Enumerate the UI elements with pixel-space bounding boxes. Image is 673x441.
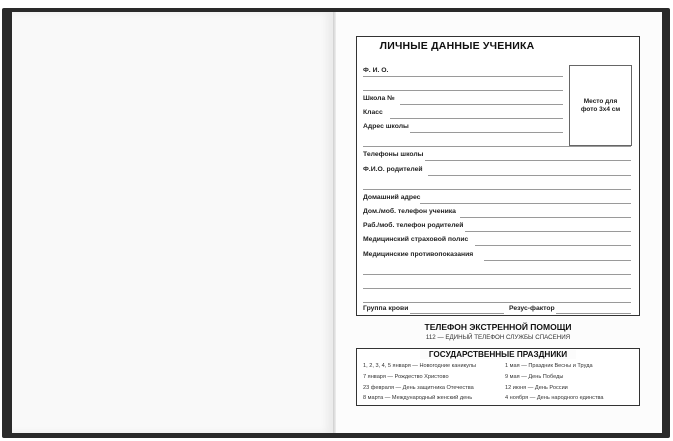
holiday-item: 1, 2, 3, 4, 5 января — Новогодние каникулы [363, 363, 477, 369]
write-line[interactable] [410, 132, 563, 133]
write-line[interactable] [390, 118, 563, 119]
write-line[interactable] [363, 274, 631, 275]
emergency-phone-subtitle: 112 — ЕДИНЫЙ ТЕЛЕФОН СЛУЖБЫ СПАСЕНИЯ [425, 334, 571, 341]
photo-placeholder [569, 65, 632, 146]
write-line[interactable] [460, 217, 631, 218]
school-phones-label: Телефоны школы [363, 151, 424, 158]
holidays-title: ГОСУДАРСТВЕННЫЕ ПРАЗДНИКИ [420, 350, 576, 359]
holiday-item: 1 мая — Праздник Весны и Труда [505, 363, 593, 369]
write-line[interactable] [425, 160, 631, 161]
write-line[interactable] [420, 203, 631, 204]
school-label: Школа № [363, 95, 395, 102]
write-line[interactable] [363, 76, 563, 77]
write-line[interactable] [556, 313, 631, 314]
left-blank-page [12, 12, 333, 433]
student-phone-label: Дом./моб. телефон ученика [363, 208, 456, 215]
rhesus-label: Резус-фактор [509, 305, 555, 312]
write-line[interactable] [410, 313, 504, 314]
holiday-item: 8 марта — Международный женский день [363, 395, 473, 401]
blood-type-label: Группа крови [363, 305, 409, 312]
parents-phone-label: Раб./моб. телефон родителей [363, 222, 464, 229]
form-title: ЛИЧНЫЕ ДАННЫЕ УЧЕНИКА [379, 40, 535, 52]
write-line[interactable] [428, 175, 631, 176]
write-line[interactable] [363, 146, 631, 147]
photo-placeholder-label: Место для фото 3х4 см [580, 97, 621, 113]
write-line[interactable] [363, 189, 631, 190]
emergency-phone-title: ТЕЛЕФОН ЭКСТРЕННОЙ ПОМОЩИ [424, 322, 572, 332]
class-label: Класс [363, 109, 383, 116]
write-line[interactable] [363, 288, 631, 289]
holiday-item: 9 мая — День Победы [505, 374, 564, 380]
write-line[interactable] [363, 90, 563, 91]
write-line[interactable] [363, 302, 631, 303]
fio-label: Ф. И. О. [363, 67, 389, 74]
contraindications-label: Медицинские противопоказания [363, 251, 474, 258]
holiday-item: 4 ноября — День народного единства [505, 395, 604, 401]
parents-label: Ф.И.О. родителей [363, 166, 423, 173]
write-line[interactable] [400, 104, 563, 105]
home-address-label: Домашний адрес [363, 194, 421, 201]
write-line[interactable] [465, 231, 631, 232]
write-line[interactable] [484, 260, 631, 261]
holiday-item: 12 июня — День России [505, 385, 568, 391]
holiday-item: 7 января — Рождество Христово [363, 374, 449, 380]
write-line[interactable] [475, 245, 631, 246]
school-address-label: Адрес школы [363, 123, 409, 130]
holiday-item: 23 февраля — День защитника Отечества [363, 385, 474, 391]
insurance-label: Медицинский страховой полис [363, 236, 469, 243]
